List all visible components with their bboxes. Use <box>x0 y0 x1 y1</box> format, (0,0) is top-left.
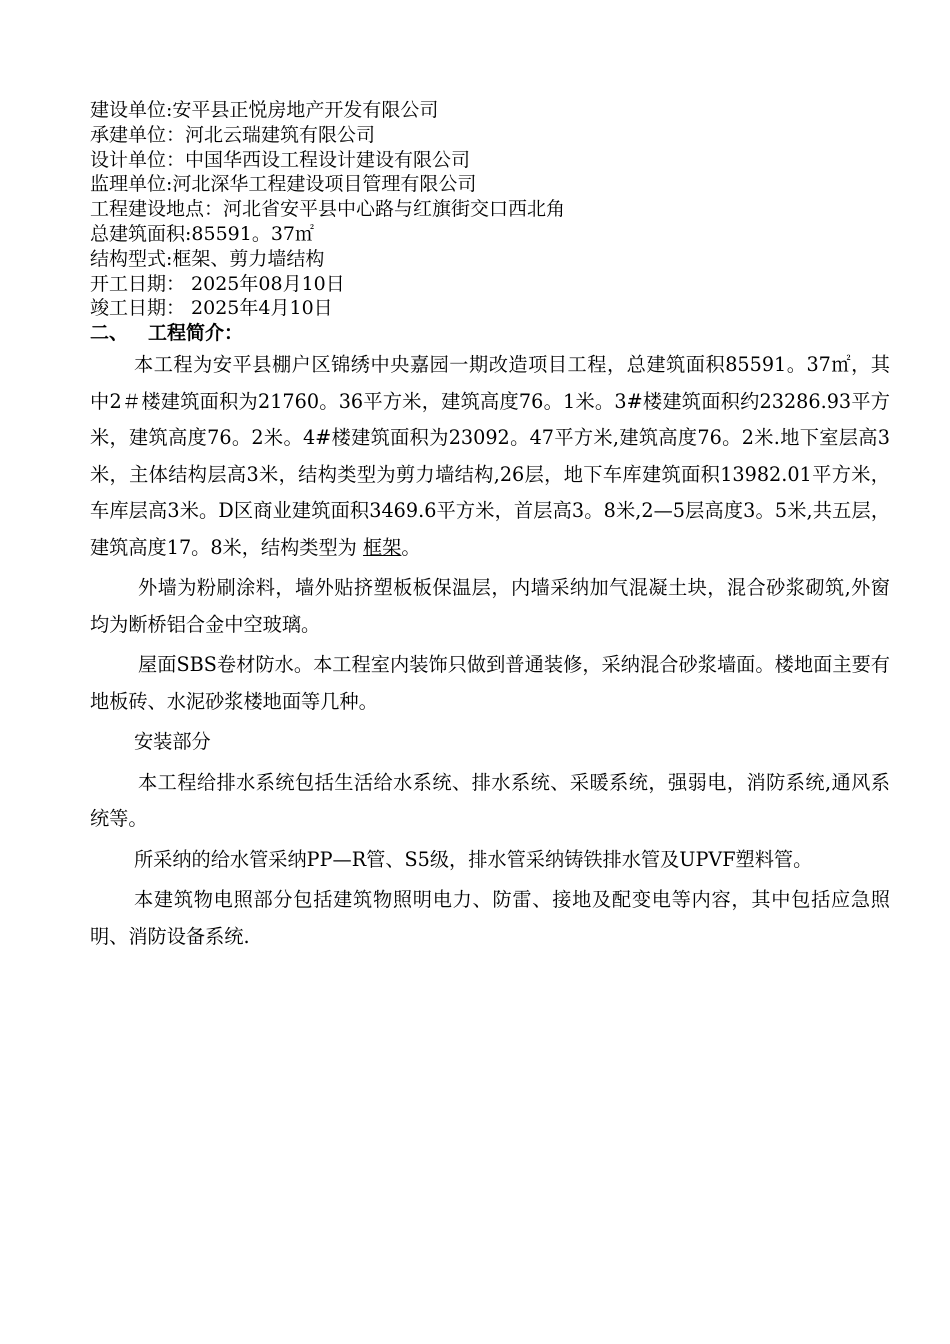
project-info-list <box>90 98 890 321</box>
builder-line: 建设单位:安平县正悦房地产开发有限公司 <box>90 99 439 121</box>
overview-text: 本工程为安平县棚户区锦绣中央嘉园一期改造项目工程，总建筑面积85591。37㎡，其中2＃楼建筑面积为21760。36平方米，建筑高度76。1米。3#楼建筑面积约23286.93平方米，建筑高度76。2米。4#楼建筑面积为23092。47平方米,建筑高度76。2米.地下室层高3米，主体结构层高3米，结构类型为剪力墙结构,26层，地下车库建筑面积13982.01平方米，车库层高3米。D区商业建筑面积3469.6平方米，首层高3。8米,2—5层高度3。5米,共五层，建筑高度17。8米，结构类型为 <box>90 353 890 559</box>
electrical-paragraph: 本建筑物电照部分包括建筑物照明电力、防雷、接地及配变电等内容，其中包括应急照明、消防设备系统. <box>90 888 890 948</box>
roof-paragraph: 屋面SBS卷材防水。本工程室内装饰只做到普通装修，采纳混合砂浆墙面。楼地面主要有地板砖、水泥砂浆楼地面等几种。 <box>90 653 890 713</box>
section-title: 工程简介： <box>148 322 244 345</box>
contractor-line: 承建单位：河北云瑞建筑有限公司 <box>90 123 376 146</box>
structure-line: 结构型式:框架、剪力墙结构 <box>90 247 325 270</box>
document-page <box>90 98 890 955</box>
designer-line: 设计单位：中国华西设工程设计建设有限公司 <box>90 148 471 171</box>
pipes-paragraph: 所采纳的给水管采纳PP—R管、S5级，排水管采纳铸铁排水管及UPVF塑料管。 <box>134 847 813 871</box>
section-heading <box>90 321 890 345</box>
plumbing-paragraph: 本工程给排水系统包括生活给水系统、排水系统、采暖系统，强弱电，消防系统,通风系统等。 <box>90 770 890 831</box>
overview-end: 。 <box>401 535 421 559</box>
location-line: 工程建设地点：河北省安平县中心路与红旗街交口西北角 <box>90 198 566 221</box>
structure-type-underlined: 框架 <box>362 535 402 559</box>
start-date-line: 开工日期： 2025年08月10日 <box>90 272 345 295</box>
supervisor-line: 监理单位:河北深华工程建设项目管理有限公司 <box>90 173 477 196</box>
install-heading: 安装部分 <box>134 730 211 754</box>
area-line: 总建筑面积:85591。37㎡ <box>90 222 315 245</box>
end-date-line: 竣工日期： 2025年4月10日 <box>90 297 333 320</box>
walls-paragraph: 外墙为粉刷涂料，墙外贴挤塑板板保温层，内墙采纳加气混凝土块，混合砂浆砌筑,外窗均为断桥铝合金中空玻璃。 <box>90 576 890 636</box>
section-number: 二、 <box>90 322 129 345</box>
overview-paragraph <box>90 347 890 566</box>
